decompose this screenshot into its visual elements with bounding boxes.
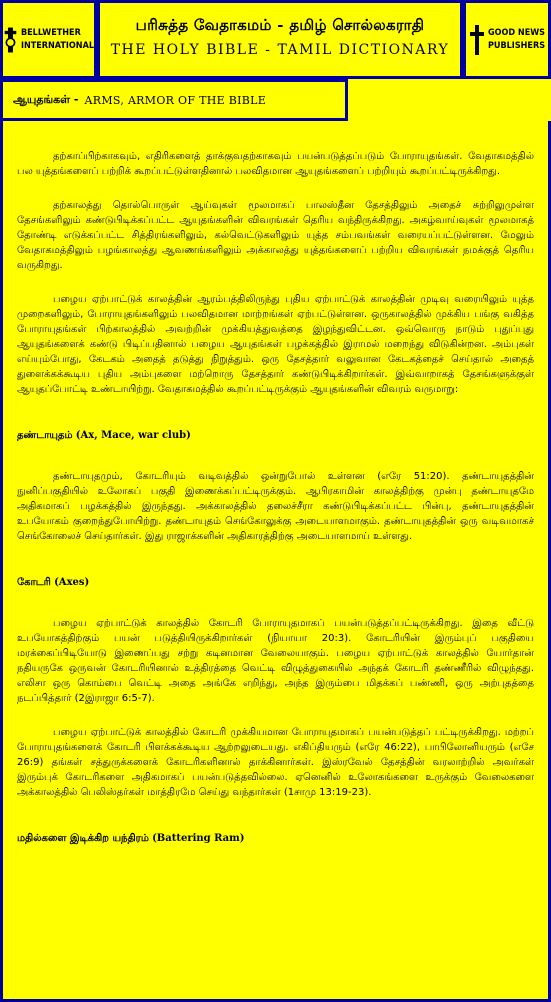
section-paragraph: பழைய ஏற்பாட்டுக் காலத்தில் கோடரி முக்கியமான போராயுதமாகப் பயன்படுத்தப் பட்டிருக்கிறது. மற்றப் போராயுதங்களைக் கோடரி பிளக்கக்கூடிய ஆற்றலுடையது. எகிப்தியரும் (எரே 46:22), பாபிலோனியரும் (எசே 26:9) தங்கள் சத்துருக்களைக் கோடரிகளினால் தாக்கினார்கள். இஸ்ரவேல் தேசத்தின் வரலாற்றில் அவர்கள் இரும்புக் கோடரிகளை அதிகமாகப் பயன்படுத்தவில்லை. ஏனெனில் உலோகங்களை உருக்கும் வேலைகளை அக்காலத்தில் பெலிஸ்தர்கள் மாத்திரமே செய்து வந்தார்கள் (1சாமு 13:19-23). [17, 727, 534, 798]
subheading-tamil: ஆயுதங்கள் - [13, 92, 79, 106]
title-english: THE HOLY BIBLE - TAMIL DICTIONARY [110, 42, 450, 58]
publisher-logo-left[interactable] [0, 0, 97, 79]
sheep-icon [3, 23, 18, 57]
subheading-english: ARMS, ARMOR OF THE BIBLE [84, 93, 267, 107]
intro-paragraph: பழைய ஏற்பாட்டுக் காலத்தின் ஆரம்பத்திலிருந்து புதிய ஏற்பாட்டுக் காலத்தின் முடிவு வரையிலும் யுத்த முறைகளிலும், போராயுதங்களிலும் பலவிதமான மாற்றங்கள் ஏற்பட்டுள்ளன. ஒருகாலத்தில் முக்கிய பங்கு வகித்த போராயுதங்கள் பிற்காலத்தில் அவற்றின் முக்கியத்துவத்தை இழந்துவிட்டன. ஒவ்வொரு நாடும் புதுப்புது ஆயுதங்களைக் கண்டு பிடிப்பதினால் பழைய ஆயுதங்கள் பழக்கத்தில் இராமல் மறைந்து விடுகின்றன. அம்புகள் எய்யும்போது, கேடகம் அதைத் தடுத்து நிறுத்தும். ஒரு தேசத்தார் வலுவான கேடகத்தைச் செய்தால் அதைத் துளைக்கக்கூடிய புதிய அம்புகளை மற்றொரு தேசத்தார் கண்டுபிடிக்கிறார்கள். இவ்வாறாகத் தேசங்களுக்குள் ஆயுதப்போட்டி உண்டாயிற்று. வேதாகமத்தில் கூறப்பட்டிருக்கும் ஆயுதங்களின் விவரம் வருமாறு: [17, 294, 534, 395]
cross-icon [469, 23, 485, 57]
section-paragraph: பழைய ஏற்பாட்டுக் காலத்தில் கோடரி போராயுதமாகப் பயன்படுத்தப்பட்டிருக்கிறது. இதை வீட்டு உபயோகத்திற்கும் பயன் படுத்தியிருக்கிறார்கள் (நியாயா 20:3). கோடரியின் இரும்புப் பகுதியை மரக்கைப்பிடியோடு இணைப்பது சற்று கடினமான வேலையாகும். பழைய ஏற்பாட்டுக் காலத்தில் யோர்தான் நதியருகே ஒருவன் கோடரியினால் உத்திரத்தை வெட்டி விழுத்துகையில் அந்தக் கோடரி தண்ணீரில் விழுந்தது. எலிசா ஒரு கொம்பை வெட்டி அதை அங்கே எறிந்து, அந்த இரும்பை மிதக்கப் பண்ணி, ஒரு அற்புதத்தை நடப்பித்தார் (2இராஜா 6:5-7). [17, 618, 534, 704]
section-heading-english: (Axes) [54, 577, 90, 588]
page-header [0, 0, 551, 79]
logo-right-text: GOOD NEWS PUBLISHERS [487, 28, 546, 51]
title-banner [97, 0, 463, 79]
section-heading-battering-ram [17, 833, 534, 845]
logo-left-text: BELLWETHER INTERNATIONAL [20, 28, 94, 51]
section-heading-english: (Ax, Mace, war club) [75, 430, 191, 441]
section-heading-tamil: மதில்களை இடிக்கிற யந்திரம் [17, 833, 149, 844]
entry-subheading [0, 79, 348, 121]
section-heading-english: (Battering Ram) [152, 833, 245, 844]
publisher-logo-right[interactable] [463, 0, 551, 79]
section-heading-tamil: தண்டாயுதம் [17, 430, 73, 441]
section-heading-axes [17, 577, 534, 589]
section-heading-mace [17, 430, 534, 442]
intro-paragraph: தற்காப்பிற்காகவும், எதிரிகளைத் தாக்குவதற்காகவும் பயன்படுத்தப்படும் போராயுதங்கள். வேதாகமத்தில் பல யுத்தங்களைப் பற்றிக் கூறப்பட்டுள்ளதினால் பலவிதமான ஆயுதங்களைப் பற்றியும் கூறப்பட்டிருக்கிறது. [17, 151, 534, 177]
section-paragraph: தண்டாயுதமும், கோடரியும் வடிவத்தில் ஒன்றுபோல் உள்ளன (எரே 51:20). தண்டாயுதத்தின் நுனிப்பகுதியில் உலோகப் பகுதி இணைக்கப்பட்டிருக்கும். ஆபிரகாமின் காலத்திற்கு முன்பு தண்டாயுதமே அதிகமாகப் பழக்கத்தில் இருந்தது. அக்காலத்தில் தலைச்சீரா கண்டுபிடிக்கப்பட்ட பின்பு, தண்டாயுதத்தின் உபயோகம் குறைந்துபோயிற்று. தண்டாயுதம் செங்கோலுக்கு அடையாளமாகும். தண்டாயுதத்தின் ஒரு வடிவமாகச் செங்கோலைச் செய்தார்கள். இது ராஜாக்களின் அதிகாரத்திற்கு அடையாளமாய் உள்ளது. [17, 471, 534, 542]
section-heading-tamil: கோடரி [17, 577, 51, 588]
title-tamil: பரிசுத்த வேதாகமம் - தமிழ் சொல்லகராதி [135, 16, 425, 34]
intro-paragraph: தற்காலத்து தொல்பொருள் ஆய்வுகள் மூலமாகப் பாலஸ்தீன தேசத்திலும் அதைச் சுற்றிலுமுள்ள தேசங்களிலும் கண்டுபிடிக்கப்பட்ட ஆயுதங்களின் விவரங்கள் தெரிய வந்திருக்கிறது. அகழ்வாய்வுகள் மூலமாகத் தோண்டி எடுக்கப்பட்ட சித்திரங்களிலும், கல்வெட்டுகளிலும் யுத்த சம்பவங்கள் வரையப்பட்டுள்ளன. மேலும் வேதாகமத்திலும் பழங்காலத்து ஆவணங்களிலும் அக்காலத்து யுத்தங்களைப் பற்றிய விவரங்கள் நமக்குத் தெரிய வருகிறது. [17, 200, 534, 271]
article-body [0, 121, 551, 1002]
